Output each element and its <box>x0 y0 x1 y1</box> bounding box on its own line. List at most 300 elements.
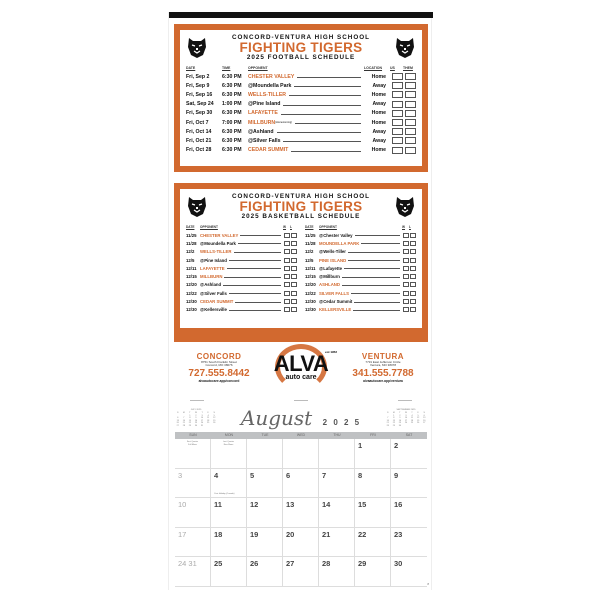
opponent-name: MILLBURN <box>200 274 223 280</box>
schedule-subtitle: 2025 FOOTBALL SCHEDULE <box>246 54 356 61</box>
win-box[interactable] <box>403 299 409 304</box>
loss-box[interactable] <box>410 307 416 312</box>
day-number: 15 <box>358 500 367 509</box>
us-score-box[interactable] <box>392 119 403 126</box>
game-date: 12/20 <box>186 282 197 288</box>
write-line <box>344 267 400 269</box>
game-row <box>180 109 422 118</box>
mini-day: 26 <box>417 422 420 425</box>
day-cell[interactable] <box>355 469 391 499</box>
game-time: 6:30 PM <box>222 73 242 80</box>
day-cell[interactable] <box>211 557 247 587</box>
game-opponent <box>248 120 364 126</box>
them-score-box[interactable] <box>405 73 416 80</box>
game-location: Home <box>371 73 386 80</box>
concord-location <box>184 352 254 383</box>
mini-day: 5 <box>417 414 419 417</box>
opponent-name: LAFAYETTE <box>200 265 225 271</box>
game-date: Fri, Sep 2 <box>186 73 210 80</box>
mini-day: 19 <box>213 419 216 422</box>
opponent-name: @Ashland <box>200 282 222 288</box>
win-box[interactable] <box>403 233 409 238</box>
mini-day: 17 <box>200 419 204 422</box>
game-opponent <box>248 92 364 98</box>
write-line <box>229 309 281 311</box>
school-name: CONCORD-VENTURA HIGH SCHOOL <box>231 34 370 41</box>
game-opponent <box>319 282 402 287</box>
day-cell[interactable] <box>247 528 283 558</box>
game-row <box>180 127 422 136</box>
day-cell[interactable] <box>355 439 391 469</box>
day-cell[interactable] <box>247 557 283 587</box>
hanger-hole <box>190 400 204 401</box>
day-cell[interactable] <box>247 469 283 499</box>
website-link: alvaautocare.app/ventura <box>363 378 403 383</box>
win-box[interactable] <box>284 258 290 263</box>
game-opponent <box>200 241 283 246</box>
write-line <box>238 242 281 244</box>
them-score-box[interactable] <box>405 128 416 135</box>
mini-day: 23 <box>194 422 198 425</box>
us-score-box[interactable] <box>392 128 403 135</box>
game-location: Away <box>372 82 386 89</box>
mini-day: 25 <box>207 422 210 425</box>
mini-day: 8 <box>189 417 191 420</box>
write-line <box>283 139 361 142</box>
loss-box[interactable] <box>291 274 297 279</box>
day-cell[interactable] <box>283 557 319 587</box>
day-cell[interactable] <box>283 528 319 558</box>
them-score-box[interactable] <box>405 147 416 154</box>
day-cell[interactable] <box>211 439 247 469</box>
day-number: 16 <box>394 500 403 509</box>
opponent-name: @Silver Falls <box>200 290 227 296</box>
game-date: Fri, Sep 30 <box>186 110 213 117</box>
loss-box[interactable] <box>291 291 297 296</box>
page-number: 8 <box>427 582 429 586</box>
game-opponent <box>248 138 364 144</box>
day-cell[interactable] <box>319 528 355 558</box>
write-line <box>342 284 400 286</box>
game-date: 12/30 <box>186 307 197 313</box>
game-location: Home <box>371 91 386 98</box>
mini-day: 16 <box>194 419 198 422</box>
win-box[interactable] <box>284 274 290 279</box>
basketball-column-left <box>186 225 297 314</box>
win-box[interactable] <box>403 241 409 246</box>
mini-day: 14 <box>386 419 389 422</box>
col-location: LOCATION <box>364 66 383 70</box>
mini-weekday: S <box>387 412 389 415</box>
day-number: 28 <box>322 559 331 568</box>
day-cell[interactable] <box>319 469 355 499</box>
sponsor-ad <box>174 336 428 392</box>
day-cell[interactable] <box>175 528 211 558</box>
day-number: 3 <box>178 470 183 480</box>
opponent-name: MOUNDELLA PARK <box>319 240 360 246</box>
mini-day: 6 <box>423 414 425 417</box>
loss-box[interactable] <box>410 282 416 287</box>
mini-day: 20 <box>423 419 426 422</box>
mini-weekday: W <box>405 412 407 415</box>
win-box[interactable] <box>403 274 409 279</box>
win-box[interactable] <box>284 299 290 304</box>
mini-day: 3 <box>201 414 203 417</box>
game-opponent <box>248 83 364 89</box>
them-score-box[interactable] <box>405 82 416 89</box>
col-w: W <box>402 225 406 229</box>
game-opponent <box>319 299 402 304</box>
loss-box[interactable] <box>291 266 297 271</box>
them-score-box[interactable] <box>405 137 416 144</box>
mini-day: 18 <box>207 419 210 422</box>
mini-day: 18 <box>410 419 414 422</box>
game-row <box>186 264 297 272</box>
game-date: 12/30 <box>305 307 316 313</box>
write-line <box>281 112 361 115</box>
game-row <box>186 256 297 264</box>
game-date: Fri, Oct 14 <box>186 128 212 135</box>
game-date: 11/28 <box>186 240 197 246</box>
opponent-name: @Moundella Park <box>200 240 236 246</box>
ventura-location <box>348 352 418 383</box>
game-date: Fri, Oct 21 <box>186 137 212 144</box>
weekday-header <box>175 432 427 439</box>
game-date: 12/11 <box>305 265 316 271</box>
mini-day: 27 <box>176 424 179 427</box>
game-date: 12/30 <box>305 299 316 305</box>
day-number: 4 <box>214 470 219 480</box>
opponent-name: @Silver Falls <box>248 137 281 144</box>
game-date: 11/28 <box>305 240 316 246</box>
loss-box[interactable] <box>410 291 416 296</box>
mini-day: 2 <box>399 414 401 417</box>
mini-day: 8 <box>393 417 395 420</box>
write-line <box>354 301 400 303</box>
holiday-note: Civic Holiday (Canada) <box>214 493 235 495</box>
day-number: 23 <box>394 529 403 539</box>
mini-day: 21 <box>182 422 185 425</box>
mini-weekday: W <box>195 412 197 415</box>
loss-box[interactable] <box>291 307 297 312</box>
day-cell[interactable] <box>247 439 283 469</box>
day-cell[interactable] <box>355 528 391 558</box>
write-line <box>240 234 281 236</box>
write-line <box>295 121 361 124</box>
day-cell[interactable] <box>283 469 319 499</box>
day-cell[interactable] <box>319 557 355 587</box>
hanger-hole <box>398 400 412 401</box>
loss-box[interactable] <box>410 266 416 271</box>
write-line <box>361 242 400 244</box>
address-line: 8751 South Franklin Street <box>201 359 237 364</box>
mini-weekday: S <box>213 412 215 415</box>
opponent-name: @Ashland <box>248 128 274 135</box>
mini-calendar-next <box>385 409 427 427</box>
day-cell[interactable] <box>391 498 427 528</box>
mini-day: 12 <box>213 417 216 420</box>
game-row <box>186 272 297 280</box>
schedule-subtitle: 2025 BASKETBALL SCHEDULE <box>241 213 361 220</box>
them-score-box[interactable] <box>405 119 416 126</box>
mini-day: 28 <box>182 424 185 427</box>
mini-weekday: T <box>399 412 401 415</box>
mini-day: 16 <box>398 419 402 422</box>
col-l: L <box>409 225 411 229</box>
day-number: 11 <box>214 500 222 509</box>
est-label: est 1952 <box>325 349 337 354</box>
game-row <box>186 281 297 289</box>
loss-box[interactable] <box>410 241 416 246</box>
win-box[interactable] <box>403 291 409 296</box>
loss-box[interactable] <box>291 241 297 246</box>
win-box[interactable] <box>284 249 290 254</box>
us-score-box[interactable] <box>392 110 403 117</box>
game-opponent <box>319 249 402 254</box>
day-cell[interactable] <box>319 439 355 469</box>
opponent-name: PINE ISLAND <box>319 257 347 263</box>
day-number: 14 <box>322 500 331 509</box>
day-cell[interactable] <box>175 439 211 469</box>
day-cell[interactable] <box>391 557 427 587</box>
mini-day: 11 <box>207 417 210 420</box>
us-score-box[interactable] <box>392 73 403 80</box>
mini-day: 1 <box>189 414 191 417</box>
loss-box[interactable] <box>291 249 297 254</box>
mini-day: 31 <box>200 424 204 427</box>
col-date: DATE <box>186 66 196 70</box>
loss-box[interactable] <box>291 258 297 263</box>
game-date: Fri, Oct 28 <box>186 147 212 154</box>
game-opponent <box>248 129 364 135</box>
mini-day: 20 <box>176 422 179 425</box>
game-row <box>180 136 422 145</box>
day-cell[interactable] <box>211 528 247 558</box>
game-location: Home <box>371 119 386 126</box>
weekday-label: FRI <box>370 433 376 437</box>
opponent-name: KELLERSVILLE <box>319 307 352 313</box>
mini-day: 9 <box>195 417 197 420</box>
day-cell[interactable] <box>175 557 211 587</box>
col-opponent: OPPONENT <box>248 66 268 70</box>
weekday-label: SUN <box>189 433 197 437</box>
mini-day: 13 <box>423 417 426 420</box>
write-line <box>294 84 361 87</box>
game-row <box>305 281 416 289</box>
write-line <box>224 276 281 278</box>
write-line <box>289 93 361 96</box>
game-row <box>180 146 422 155</box>
mini-day: 2 <box>195 414 197 417</box>
us-score-box[interactable] <box>392 91 403 98</box>
us-score-box[interactable] <box>392 101 403 108</box>
day-cell[interactable] <box>283 498 319 528</box>
game-opponent <box>248 110 364 116</box>
basketball-column-right <box>305 225 416 314</box>
game-row <box>305 297 416 305</box>
them-score-box[interactable] <box>405 91 416 98</box>
mini-day: 24 <box>404 422 408 425</box>
game-row <box>186 297 297 305</box>
month-calendar <box>175 398 427 587</box>
mini-day: 11 <box>411 417 414 420</box>
col-date: DATE <box>305 225 314 229</box>
opponent-name: @Cedar Summit <box>319 299 353 305</box>
day-number: 25 <box>214 559 223 568</box>
opponent-name: @Chester Valley <box>319 232 353 238</box>
game-location: Away <box>372 101 386 108</box>
win-box[interactable] <box>284 291 290 296</box>
write-line <box>348 259 400 261</box>
game-date: 11/25 <box>186 232 197 238</box>
game-opponent <box>200 282 283 287</box>
day-number: 5 <box>250 470 255 480</box>
calendar-page <box>168 12 432 590</box>
opponent-name: @Kellersville <box>200 307 227 313</box>
hanger-hole <box>294 400 308 401</box>
day-cell[interactable] <box>319 498 355 528</box>
day-cell[interactable] <box>211 469 247 499</box>
loss-box[interactable] <box>410 233 416 238</box>
opponent-name: LAFAYETTE <box>248 110 278 117</box>
mini-day: 22 <box>392 422 395 425</box>
mini-day: 25 <box>410 422 414 425</box>
win-box[interactable] <box>284 282 290 287</box>
win-box[interactable] <box>403 307 409 312</box>
day-cell[interactable] <box>175 498 211 528</box>
day-cell[interactable] <box>283 439 319 469</box>
day-number: 20 <box>286 529 295 539</box>
football-schedule-panel <box>174 24 428 172</box>
game-row <box>180 90 422 99</box>
win-box[interactable] <box>403 249 409 254</box>
write-line <box>342 276 400 278</box>
team-title: FIGHTING TIGERS <box>239 199 363 214</box>
basketball-schedule-panel <box>174 183 428 392</box>
game-row <box>305 231 416 239</box>
game-date: 12/22 <box>305 290 316 296</box>
tiger-icon <box>394 194 416 218</box>
us-score-box[interactable] <box>392 147 403 154</box>
win-box[interactable] <box>284 233 290 238</box>
col-opponent: OPPONENT <box>319 225 337 229</box>
day-number: 22 <box>358 529 367 539</box>
loss-box[interactable] <box>410 249 416 254</box>
mini-day: 17 <box>404 419 408 422</box>
day-cell[interactable] <box>391 469 427 499</box>
game-opponent <box>248 101 364 107</box>
game-opponent <box>319 258 402 263</box>
mini-day: 19 <box>417 419 420 422</box>
game-row <box>305 239 416 247</box>
loss-box[interactable] <box>291 233 297 238</box>
website-link: alvaautocare.app/concord <box>198 378 240 383</box>
us-score-box[interactable] <box>392 137 403 144</box>
loss-box[interactable] <box>410 274 416 279</box>
loss-box[interactable] <box>291 282 297 287</box>
day-number: 10 <box>178 500 187 509</box>
write-line <box>229 259 281 261</box>
loss-box[interactable] <box>410 299 416 304</box>
day-number: 18 <box>214 529 223 539</box>
opponent-name: CEDAR SUMMIT <box>248 147 289 154</box>
mini-title: SEPTEMBER 2025 <box>396 409 416 412</box>
loss-box[interactable] <box>410 258 416 263</box>
game-date: 12/2 <box>186 249 195 255</box>
game-opponent <box>200 249 283 254</box>
game-opponent <box>319 291 402 296</box>
write-line <box>297 75 361 78</box>
col-opponent: OPPONENT <box>200 225 218 229</box>
col-w: W <box>283 225 287 229</box>
day-cell[interactable] <box>391 528 427 558</box>
game-location: Away <box>372 128 386 135</box>
win-box[interactable] <box>403 266 409 271</box>
day-number: 2 <box>394 441 399 450</box>
win-box[interactable] <box>403 258 409 263</box>
them-score-box[interactable] <box>405 101 416 108</box>
day-number: 27 <box>286 559 295 568</box>
game-opponent <box>200 233 283 238</box>
write-line <box>223 284 281 286</box>
weekday-label: WED <box>296 433 306 437</box>
mini-day: 30 <box>398 424 402 427</box>
day-cell[interactable] <box>391 439 427 469</box>
day-cell[interactable] <box>211 498 247 528</box>
write-line <box>348 251 400 253</box>
alva-logo <box>261 349 341 381</box>
win-box[interactable] <box>284 307 290 312</box>
weekday-label: TUE <box>261 433 269 437</box>
mini-day: 14 <box>182 419 185 422</box>
opponent-name: @Lafayette <box>319 265 343 271</box>
mini-day: 13 <box>176 419 179 422</box>
mini-day: 29 <box>188 424 192 427</box>
day-cell[interactable] <box>355 557 391 587</box>
team-title: FIGHTING TIGERS <box>239 40 363 55</box>
game-opponent <box>200 307 283 312</box>
month-name: August <box>240 406 313 430</box>
col-l: L <box>290 225 292 229</box>
day-cell[interactable] <box>247 498 283 528</box>
game-location: Away <box>372 137 386 144</box>
mini-day: 15 <box>188 419 192 422</box>
mini-day: 28 <box>386 424 389 427</box>
game-date: Fri, Sep 9 <box>186 82 210 89</box>
day-cell[interactable] <box>175 469 211 499</box>
win-box[interactable] <box>284 266 290 271</box>
day-number: 19 <box>250 529 259 539</box>
game-date: 12/22 <box>186 290 197 296</box>
day-number: 30 <box>394 559 403 568</box>
write-line <box>353 309 400 311</box>
write-line <box>277 130 361 133</box>
win-box[interactable] <box>403 282 409 287</box>
day-number: 9 <box>394 470 399 480</box>
game-row <box>180 100 422 109</box>
write-line <box>234 251 281 253</box>
day-number: 13 <box>286 500 295 509</box>
opponent-name: SILVER FALLS <box>319 290 350 296</box>
opponent-name: @Moundella Park <box>248 82 292 89</box>
mini-day: 21 <box>386 422 389 425</box>
day-cell[interactable] <box>355 498 391 528</box>
loss-box[interactable] <box>291 299 297 304</box>
us-score-box[interactable] <box>392 82 403 89</box>
win-box[interactable] <box>284 241 290 246</box>
opponent-name: CHESTER VALLEY <box>248 73 295 80</box>
them-score-box[interactable] <box>405 110 416 117</box>
